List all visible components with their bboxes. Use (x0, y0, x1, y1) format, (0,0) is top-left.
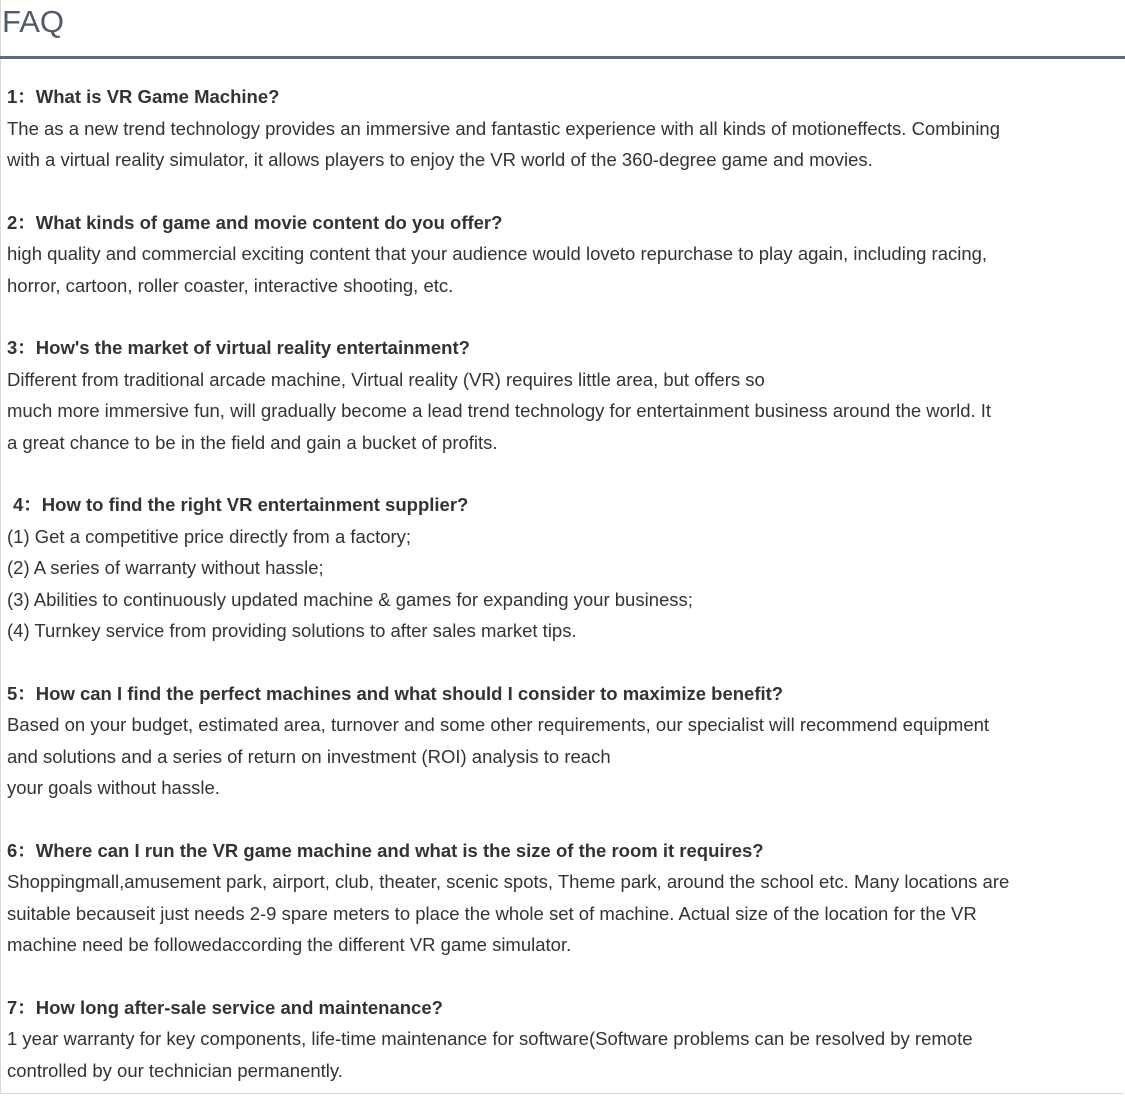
faq-answer-line: Shoppingmall,amusement park, airport, club, theater, scenic spots, Theme park, around the school etc. Many locations are (7, 871, 1010, 892)
faq-item-1 (7, 81, 1123, 176)
faq-answer-5 (7, 709, 1123, 804)
faq-answer-6 (7, 866, 1123, 961)
faq-answer-line: 1 year warranty for key components, life-time maintenance for software(Software problems can be resolved by remote (7, 1028, 973, 1049)
faq-item-6 (7, 835, 1123, 961)
faq-list (7, 81, 1123, 1117)
faq-answer-line: and solutions and a series of return on investment (ROI) analysis to reach (7, 745, 611, 767)
faq-question-5: 5：How can I find the perfect machines and what should I consider to maximize benefit? (7, 682, 784, 704)
faq-answer-line: (2) A series of warranty without hassle; (7, 557, 324, 578)
faq-question-1: 1：What is VR Game Machine? (7, 86, 280, 107)
faq-question-6: 6：Where can I run the VR game machine and what is the size of the room it requires? (7, 839, 764, 861)
faq-answer-line: with a virtual reality simulator, it allows players to enjoy the VR world of the 360-degree game and movies. (7, 149, 873, 170)
faq-item-5 (7, 678, 1123, 804)
faq-answer-line: (3) Abilities to continuously updated machine & games for expanding your business; (7, 588, 693, 610)
faq-answer-2 (7, 238, 1123, 301)
faq-question-4: 4：How to find the right VR entertainment supplier? (13, 494, 469, 515)
faq-question-2: 2：What kinds of game and movie content do you offer? (7, 211, 503, 233)
faq-answer-line: Different from traditional arcade machine, Virtual reality (VR) requires little area, but offers so (7, 368, 765, 390)
faq-answer-line: The as a new trend technology provides an immersive and fantastic experience with all kinds of motioneffects. Combining (7, 117, 1001, 139)
title-divider (0, 56, 1125, 59)
faq-answer-line: much more immersive fun, will gradually become a lead trend technology for entertainment business around the world. It (7, 400, 992, 421)
page-title: FAQ (2, 4, 65, 39)
faq-answer-line: a great chance to be in the field and gain a bucket of profits. (7, 431, 498, 453)
faq-answer-line: your goals without hassle. (7, 777, 220, 798)
faq-answer-line: (4) Turnkey service from providing solutions to after sales market tips. (7, 620, 577, 641)
faq-item-2 (7, 207, 1123, 302)
faq-answer-3 (7, 364, 1123, 459)
faq-item-3 (7, 332, 1123, 458)
faq-answer-1 (7, 113, 1123, 176)
faq-item-4 (7, 489, 1123, 647)
faq-answer-line: Based on your budget, estimated area, turnover and some other requirements, our specialist will recommend equipment (7, 714, 990, 735)
faq-answer-line: (1) Get a competitive price directly from a factory; (7, 525, 412, 547)
faq-answer-line: controlled by our technician permanently. (7, 1059, 343, 1081)
faq-answer-line: machine need be followedaccording the different VR game simulator. (7, 934, 572, 955)
faq-answer-line: high quality and commercial exciting content that your audience would loveto repurchase to play again, including racing, (7, 243, 988, 264)
faq-answer-4 (7, 521, 1123, 647)
faq-answer-7 (7, 1023, 1123, 1086)
faq-question-3: 3：How's the market of virtual reality entertainment? (7, 337, 470, 358)
faq-answer-line: horror, cartoon, roller coaster, interactive shooting, etc. (7, 274, 454, 296)
faq-question-7: 7：How long after-sale service and maintenance? (7, 996, 443, 1018)
faq-answer-line: suitable becauseit just needs 2-9 spare meters to place the whole set of machine. Actual size of the location for the VR (7, 902, 977, 924)
faq-item-7 (7, 992, 1123, 1087)
